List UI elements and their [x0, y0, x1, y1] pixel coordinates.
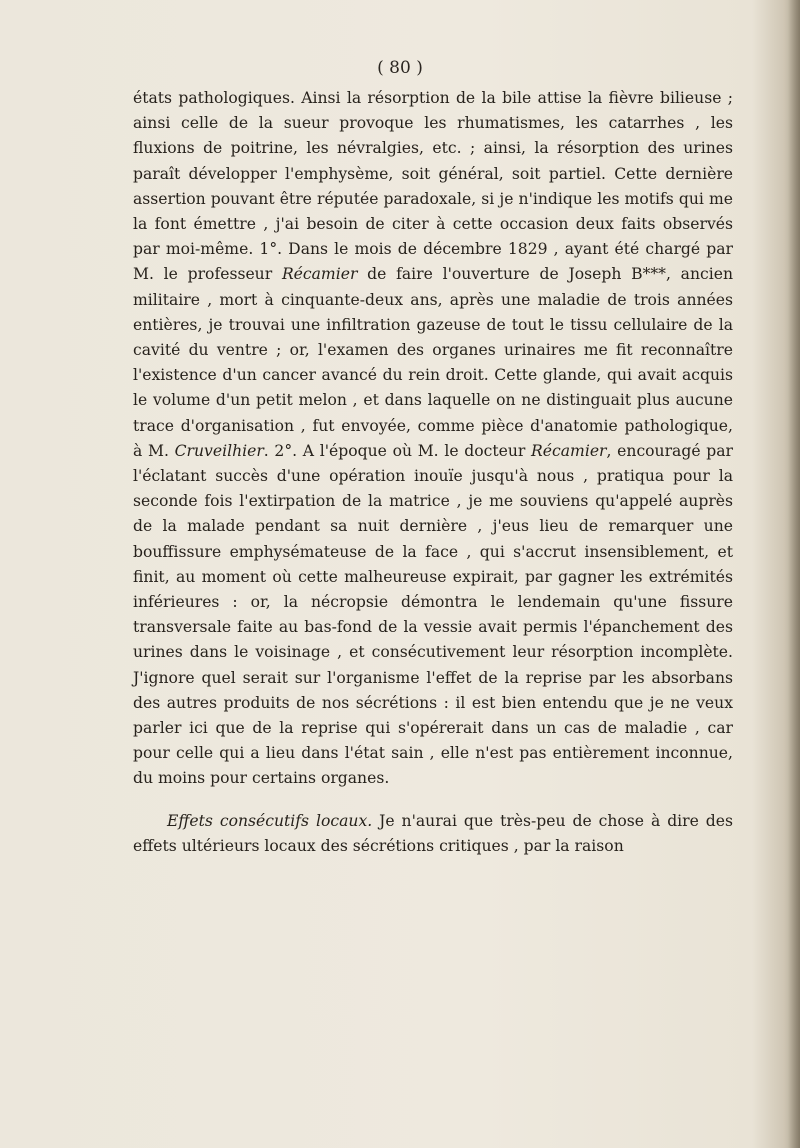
- name-recamier-1: Récamier: [281, 265, 358, 284]
- paragraph-1-text-3: . 2°. A l'époque où M. le docteur: [263, 441, 532, 460]
- page-number: ( 80 ): [377, 58, 423, 78]
- page-edge-shadow: [788, 0, 800, 1148]
- paragraph-1-text-1: états pathologiques. Ainsi la résorption de la bile attise la fièvre bilieuse ; ainsi celle de la sueur provoque les rhumatismes, les catarrhes , les fluxions de poitrine, les névralgies, etc. ; ainsi, la résorption des urines paraît développer l'emphysème, soit général, soit partiel. Cette dernière assertion pouvant être réputée paradoxale, si je n'indique les motifs qui me la font émettre , j'ai besoin de citer à cette occasion deux faits observés par moi-même. 1°. Dans le mois de décembre 1829 , ayant été chargé par M. le professeur: [133, 89, 733, 284]
- name-cruveilhier: Cruveilhier: [174, 441, 264, 460]
- paragraph-2: [133, 809, 733, 859]
- section-heading: Effets consécutifs locaux.: [167, 811, 373, 830]
- body-text: [133, 86, 733, 859]
- paragraph-2-text: Je n'aurai que très-peu de chose à dire des effets ultérieurs locaux des sécrétions critiques , par la raison: [133, 811, 733, 855]
- paragraph-1-text-2: de faire l'ouverture de Joseph B***, ancien militaire , mort à cinquante-deux ans, après une maladie de trois années entières, je trouvai une infiltration gazeuse de tout le tissu cellulaire de la cavité du ventre ; or, l'examen des organes urinaires me fit reconnaître l'existence d'un cancer avancé du rein droit. Cette glande, qui avait acquis le volume d'un petit melon , et dans laquelle on ne distinguait plus aucune trace d'organisation , fut envoyée, comme pièce d'anatomie pathologique, à M.: [133, 265, 733, 460]
- paragraph-1: [133, 86, 733, 792]
- name-recamier-2: Récamier: [531, 441, 607, 460]
- paragraph-1-text-4: , encouragé par l'éclatant succès d'une opération inouïe jusqu'à nous , pratiqua pour la seconde fois l'extirpation de la matrice , je me souviens qu'appelé auprès de la malade pendant sa nuit dernière , j'eus lieu de remarquer une bouffissure emphysémateuse de la face , qui s'accrut insensiblement, et finit, au moment où cette malheureuse expirait, par gagner les extrémités inférieures : or, la nécropsie démontra le lendemain qu'une fissure transversale faite au bas-fond de la vessie avait permis l'épanchement des urines dans le voisinage , et consécutivement leur résorption incomplète. J'ignore quel serait sur l'organisme l'effet de la reprise par les absorbans des autres produits de nos sécrétions : il est bien entendu que je ne veux parler ici que de la reprise qui s'opérerait dans un cas de maladie , car pour celle qui a lieu dans l'état sain , elle n'est pas entièrement inconnue, du moins pour certains organes.: [133, 441, 733, 788]
